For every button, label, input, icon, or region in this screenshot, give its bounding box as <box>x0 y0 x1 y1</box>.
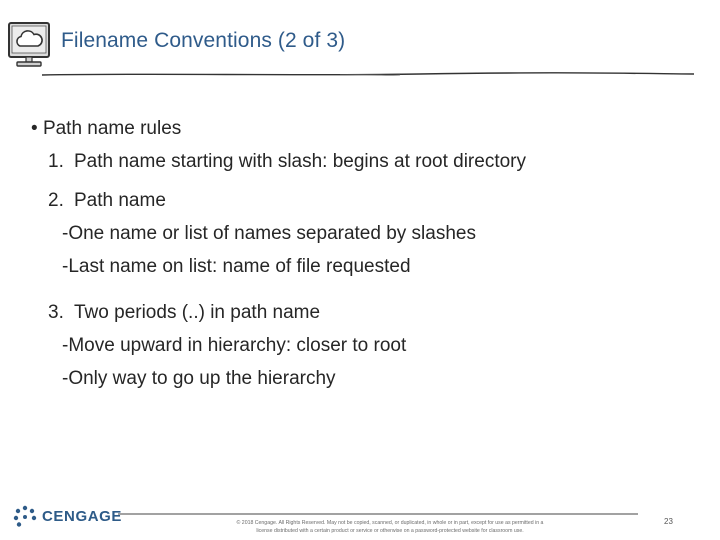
cengage-logo <box>10 503 123 531</box>
copyright-notice <box>200 519 580 535</box>
item-number: 3. <box>48 302 64 323</box>
cengage-logo-icon <box>12 504 38 530</box>
item-number: 2. <box>48 190 64 211</box>
item-text: Path name <box>74 190 166 211</box>
page-number: 23 <box>664 517 673 526</box>
copyright-line-1: © 2018 Cengage. All Rights Reserved. May not be copied, scanned, or duplicated, in whole or in part, except for use as permitted in a <box>236 520 544 526</box>
cloud-monitor-icon <box>6 18 56 70</box>
copyright-line-2: license distributed with a certain product or service or otherwise on a password-protected website for classroom use. <box>256 528 524 534</box>
sub-item <box>62 335 406 357</box>
item-number: 1. <box>48 151 64 172</box>
sub-item <box>62 223 476 245</box>
dash-marker: - <box>62 256 69 277</box>
sub-item-text: One name or list of names separated by slashes <box>68 223 476 244</box>
slide-title: Filename Conventions (2 of 3) <box>61 29 346 52</box>
item-text: Two periods (..) in path name <box>74 302 321 323</box>
bullet-path-name-rules <box>31 118 181 140</box>
numbered-item-2 <box>48 190 166 212</box>
sub-item <box>62 256 411 278</box>
sub-item <box>62 368 336 390</box>
sub-item-text: Last name on list: name of file requested <box>68 256 411 277</box>
footer-rule <box>118 510 638 518</box>
brand-name: CENGAGE <box>42 508 123 525</box>
item-text: Path name starting with slash: begins at root directory <box>74 151 527 172</box>
title-rule <box>40 68 696 80</box>
sub-item-text: Only way to go up the hierarchy <box>68 368 336 389</box>
numbered-item-3 <box>48 302 320 324</box>
numbered-item-1 <box>48 151 526 173</box>
dash-marker: - <box>62 223 69 244</box>
dash-marker: - <box>62 335 69 356</box>
bullet-text: Path name rules <box>42 118 182 139</box>
sub-item-text: Move upward in hierarchy: closer to root <box>68 335 407 356</box>
dash-marker: - <box>62 368 69 389</box>
bullet-marker: • <box>31 118 38 139</box>
